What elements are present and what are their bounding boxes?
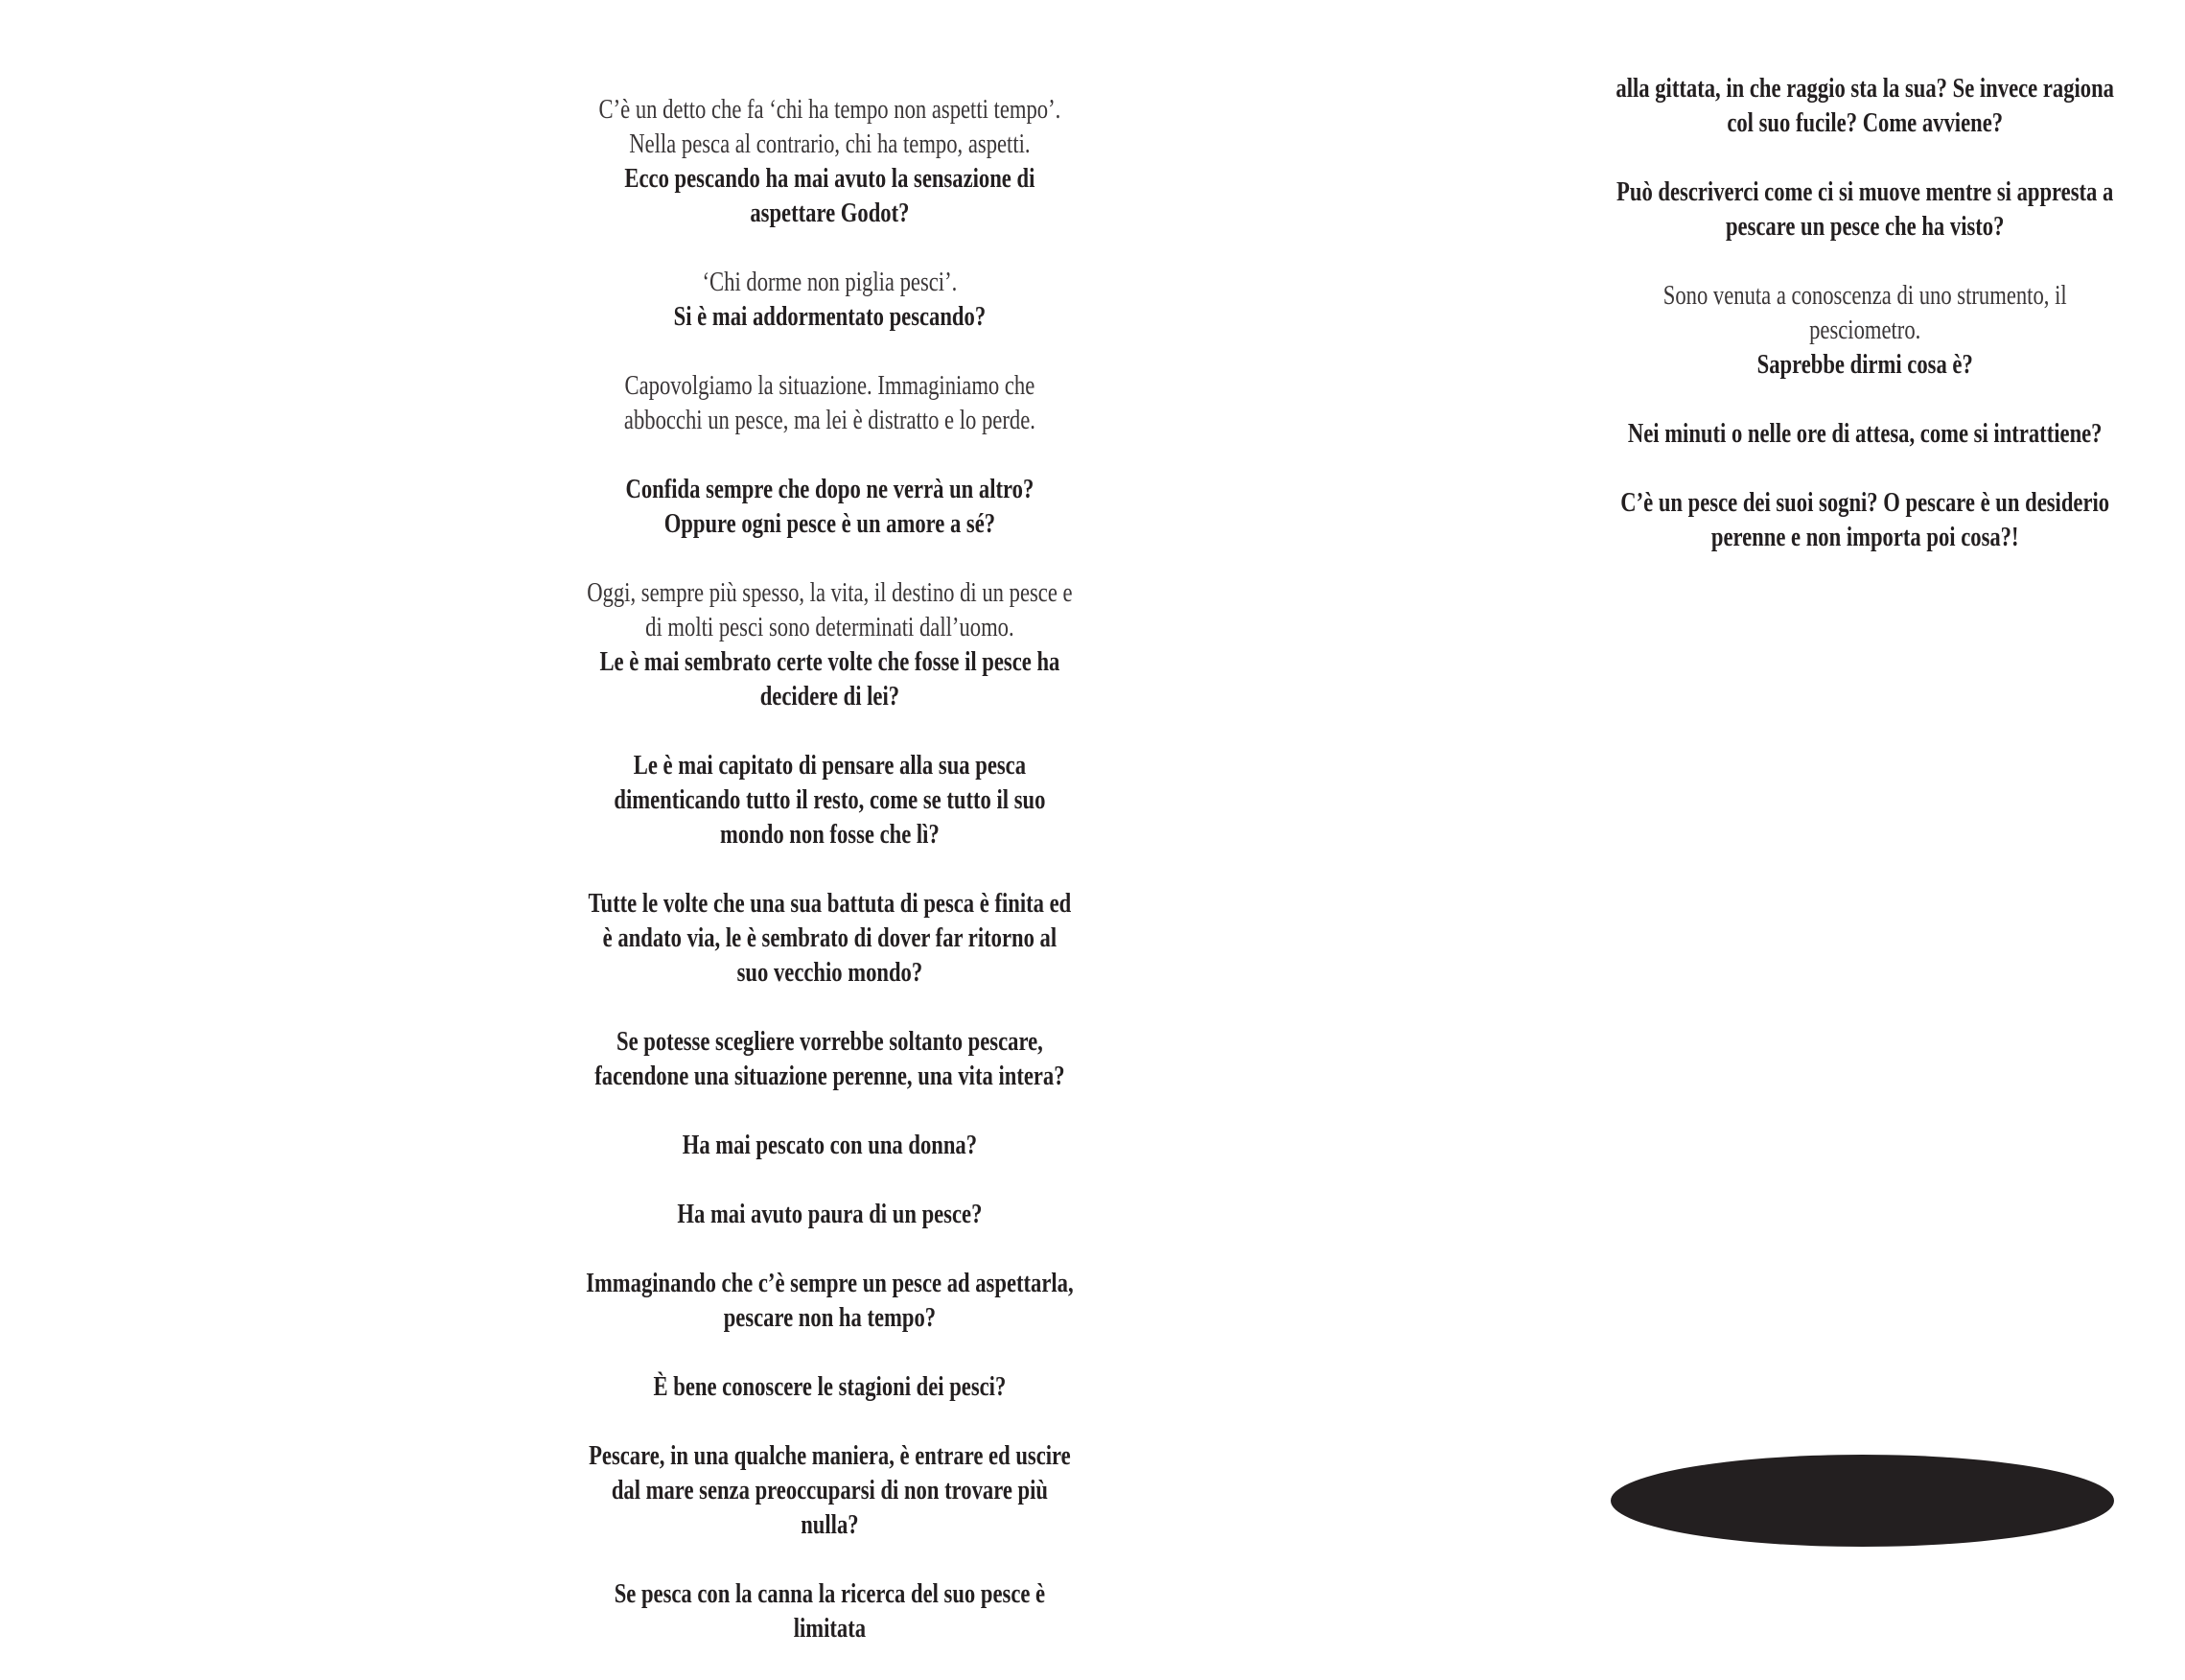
paragraph <box>585 368 1073 437</box>
paragraph <box>585 1128 1073 1162</box>
paragraph-bold-text: Può descriverci come ci si muove mentre si appresta a pescare un pesce che ha visto? <box>1616 176 2114 242</box>
paragraph-bold-text: Si è mai addormentato pescando? <box>673 301 986 332</box>
right-page <box>1611 71 2119 589</box>
paragraph-bold-text: Tutte le volte che una sua battuta di pesca è finita ed è andato via, le è sembrato di dover far ritorno al suo vecchio mondo? <box>588 888 1071 988</box>
paragraph-bold-text: Confida sempre che dopo ne verrà un altro? Oppure ogni pesce è un amore a sé? <box>625 474 1034 539</box>
paragraph-bold-text: Ha mai pescato con una donna? <box>682 1130 977 1160</box>
left-page <box>585 92 1074 1680</box>
paragraph-regular-text: C’è un detto che fa ‘chi ha tempo non aspetti tempo’. Nella pesca al contrario, chi ha tempo, aspetti. <box>598 94 1060 159</box>
paragraph <box>1611 278 2118 382</box>
paragraph <box>585 472 1073 541</box>
paragraph-bold-text: C’è un pesce dei suoi sogni? O pescare è un desiderio perenne e non importa poi cosa?! <box>1620 487 2109 552</box>
paragraph <box>585 575 1073 713</box>
paragraph <box>1611 175 2118 244</box>
paragraph-regular-text: Sono venuta a conoscenza di uno strumento, il pesciometro. <box>1662 280 2067 345</box>
paragraph-bold-text: Nei minuti o nelle ore di attesa, come si intrattiene? <box>1627 418 2103 449</box>
paragraph-bold-text: Se potesse scegliere vorrebbe soltanto pescare, facendone una situazione perenne, una vita intera? <box>593 1026 1065 1091</box>
paragraph-bold-text: alla gittata, in che raggio sta la sua? Se invece ragiona col suo fucile? Come avviene? <box>1616 73 2114 138</box>
paragraph-bold-text: Saprebbe dirmi cosa è? <box>1756 349 1973 380</box>
paragraph <box>585 1438 1073 1542</box>
paragraph <box>585 1576 1073 1645</box>
paragraph-regular-text: Oggi, sempre più spesso, la vita, il destino di un pesce e di molti pesci sono determinati dall’uomo. <box>586 577 1073 642</box>
paragraph <box>1611 416 2118 451</box>
paragraph <box>585 1369 1073 1404</box>
paragraph <box>585 886 1073 990</box>
paragraph <box>585 748 1073 852</box>
paragraph-bold-text: Ha mai avuto paura di un pesce? <box>677 1199 982 1229</box>
paragraph-bold-text: Pescare, in una qualche maniera, è entrare ed uscire dal mare senza preoccuparsi di non trovare più nulla? <box>588 1440 1071 1540</box>
paragraph <box>1611 485 2118 554</box>
paragraph <box>585 92 1073 230</box>
paragraph-bold-text: Ecco pescando ha mai avuto la sensazione di aspettare Godot? <box>624 163 1034 228</box>
paragraph-bold-text: Se pesca con la canna la ricerca del suo pesce è limitata <box>614 1578 1045 1644</box>
paragraph-bold-text: Le è mai capitato di pensare alla sua pesca dimenticando tutto il resto, come se tutto il suo mondo non fosse che lì? <box>613 750 1046 850</box>
paragraph <box>585 265 1073 334</box>
paragraph-bold-text: Immaginando che c’è sempre un pesce ad aspettarla, pescare non ha tempo? <box>585 1268 1074 1333</box>
paragraph <box>1611 71 2118 140</box>
paragraph <box>585 1024 1073 1093</box>
paragraph-bold-text: Le è mai sembrato certe volte che fosse il pesce ha decidere di lei? <box>599 646 1059 712</box>
paragraph <box>585 1197 1073 1231</box>
paragraph-bold-text: È bene conoscere le stagioni dei pesci? <box>653 1371 1006 1402</box>
paragraph-regular-text: Capovolgiamo la situazione. Immaginiamo che abbocchi un pesce, ma lei è distratto e lo perde. <box>623 370 1035 435</box>
black-ellipse-decoration <box>1611 1455 2114 1547</box>
paragraph-regular-text: ‘Chi dorme non piglia pesci’. <box>702 267 957 297</box>
paragraph <box>585 1266 1073 1335</box>
